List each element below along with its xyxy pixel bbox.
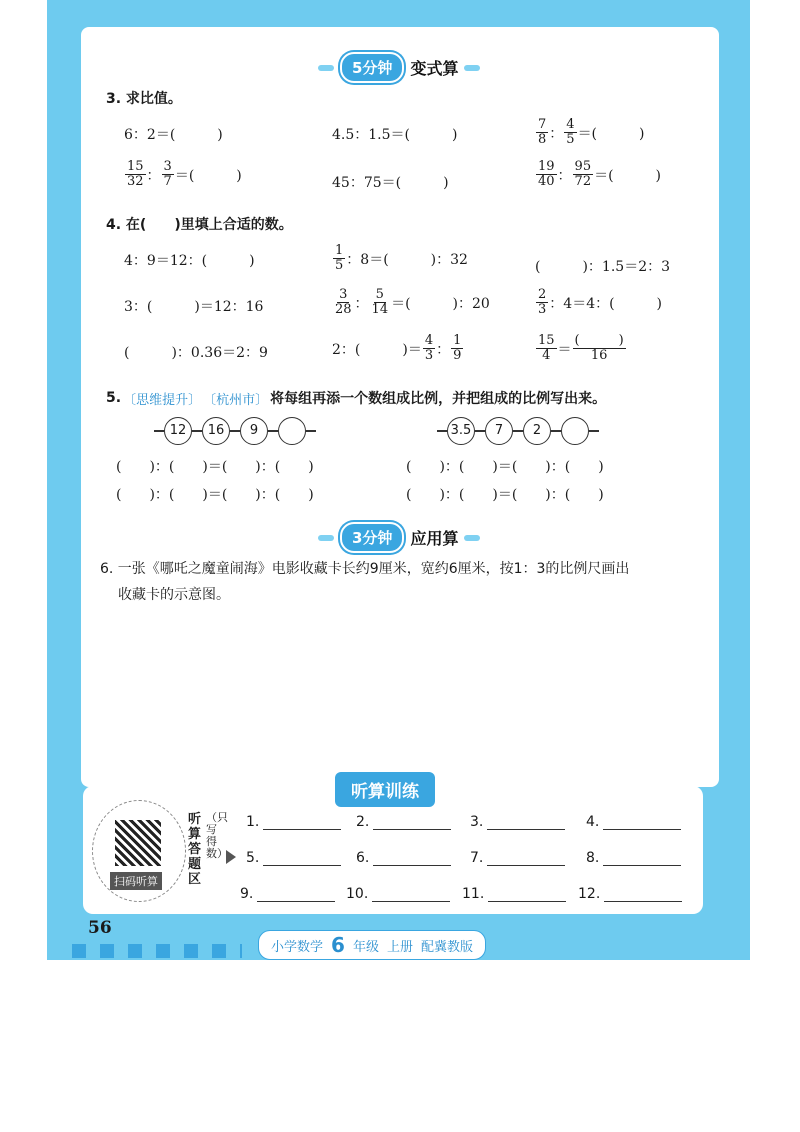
section-header-3min: 3分钟 应用算 <box>318 522 480 553</box>
q3-item: 6：2＝( ) <box>124 127 223 143</box>
proportion-blank: ( )：( )＝( )：( ) <box>116 459 314 475</box>
proportion-blank: ( )：( )＝( )：( ) <box>406 487 604 503</box>
q3-item: $\frac{19}{40}$ ： $\frac{95}{72}$ ＝( ) <box>538 159 662 189</box>
answer-slot[interactable]: 4. <box>586 814 681 830</box>
answer-slot[interactable]: 12. <box>578 886 682 902</box>
answer-slot[interactable]: 10. <box>346 886 450 902</box>
q3-item: $\frac{15}{32}$ ： $\frac{3}{7}$ ＝( ) <box>127 159 242 189</box>
question-6-line1: 6. 一张《哪吒之魔童闹海》电影收藏卡长约9厘米，宽约6厘米，按1：3的比例尺画出 <box>100 561 630 577</box>
answer-slot[interactable]: 11. <box>462 886 566 902</box>
question-4-title: 4. 在( )里填上合适的数。 <box>106 217 293 233</box>
answer-slot[interactable]: 5. <box>246 850 341 866</box>
q4-item: 2：( )＝ $\frac{4}{3}$ ： $\frac{1}{9}$ <box>332 333 462 363</box>
play-arrow-icon <box>226 850 236 864</box>
q3-item: 4.5：1.5＝( ) <box>332 127 458 143</box>
number-chain-right: 3.5 7 2 <box>437 417 599 445</box>
q4-item: 4：9＝12：( ) <box>124 253 255 269</box>
answer-slot[interactable]: 9. <box>240 886 335 902</box>
scan-label: 扫码听算 <box>110 872 162 890</box>
answer-slot[interactable]: 3. <box>470 814 565 830</box>
header-deco <box>464 65 480 71</box>
answer-slot[interactable]: 6. <box>356 850 451 866</box>
page-number: 56 <box>88 918 112 938</box>
empty-circle <box>561 417 589 445</box>
number-chain-left: 12 16 9 <box>154 417 316 445</box>
header-num: 5分钟 <box>340 52 404 83</box>
qr-code-icon[interactable] <box>115 820 161 866</box>
answer-slot[interactable]: 1. <box>246 814 341 830</box>
q4-item: ( )：0.36＝2：9 <box>124 345 268 361</box>
answer-slot[interactable]: 8. <box>586 850 681 866</box>
q4-item: ( )：1.5＝2：3 <box>535 259 671 275</box>
fraction: $\frac{7}{8}$ <box>538 117 547 147</box>
question-6-line2: 收藏卡的示意图。 <box>118 587 230 603</box>
footer-badge: 小学数学 6 年级 上册 配冀教版 <box>258 930 486 960</box>
header-deco <box>318 65 334 71</box>
q3-item: $\frac{7}{8}$ ： $\frac{4}{5}$ ＝( ) <box>538 117 645 147</box>
q4-item: $\frac{15}{4}$ ＝ $\frac{( )}{16}$ <box>538 333 624 363</box>
proportion-blank: ( )：( )＝( )：( ) <box>116 487 314 503</box>
q4-item: $\frac{2}{3}$ ：4＝4：( ) <box>538 287 663 317</box>
answer-slot[interactable]: 7. <box>470 850 565 866</box>
q3-item: 45：75＝( ) <box>332 175 449 191</box>
section-header-5min <box>318 52 480 83</box>
answer-slot[interactable]: 2. <box>356 814 451 830</box>
answer-note: （只写得数） <box>206 811 228 860</box>
tag-city: 〔杭州市〕 <box>203 392 269 408</box>
empty-circle <box>278 417 306 445</box>
footer-stripe <box>72 944 242 958</box>
q4-item: $\frac{1}{5}$ ：8＝( )：32 <box>335 243 468 273</box>
q4-item: 3：( )＝12：16 <box>124 299 264 315</box>
fraction: $\frac{4}{5}$ <box>566 117 575 147</box>
tag-thinking: 〔思维提升〕 <box>123 392 202 408</box>
proportion-blank: ( )：( )＝( )：( ) <box>406 459 604 475</box>
question-3-title: 3. 求比值。 <box>106 91 182 107</box>
header-word: 变式算 <box>410 59 459 78</box>
answer-area-label: 听算答题区 <box>188 812 202 887</box>
q4-item: $\frac{3}{28}$ ： $\frac{5}{14}$ ＝( )：20 <box>335 287 490 317</box>
question-5-title: 5. 〔思维提升〕 〔杭州市〕 将每组再添一个数组成比例，并把组成的比例写出来。 <box>106 390 607 408</box>
listening-title: 听算训练 <box>335 772 435 807</box>
